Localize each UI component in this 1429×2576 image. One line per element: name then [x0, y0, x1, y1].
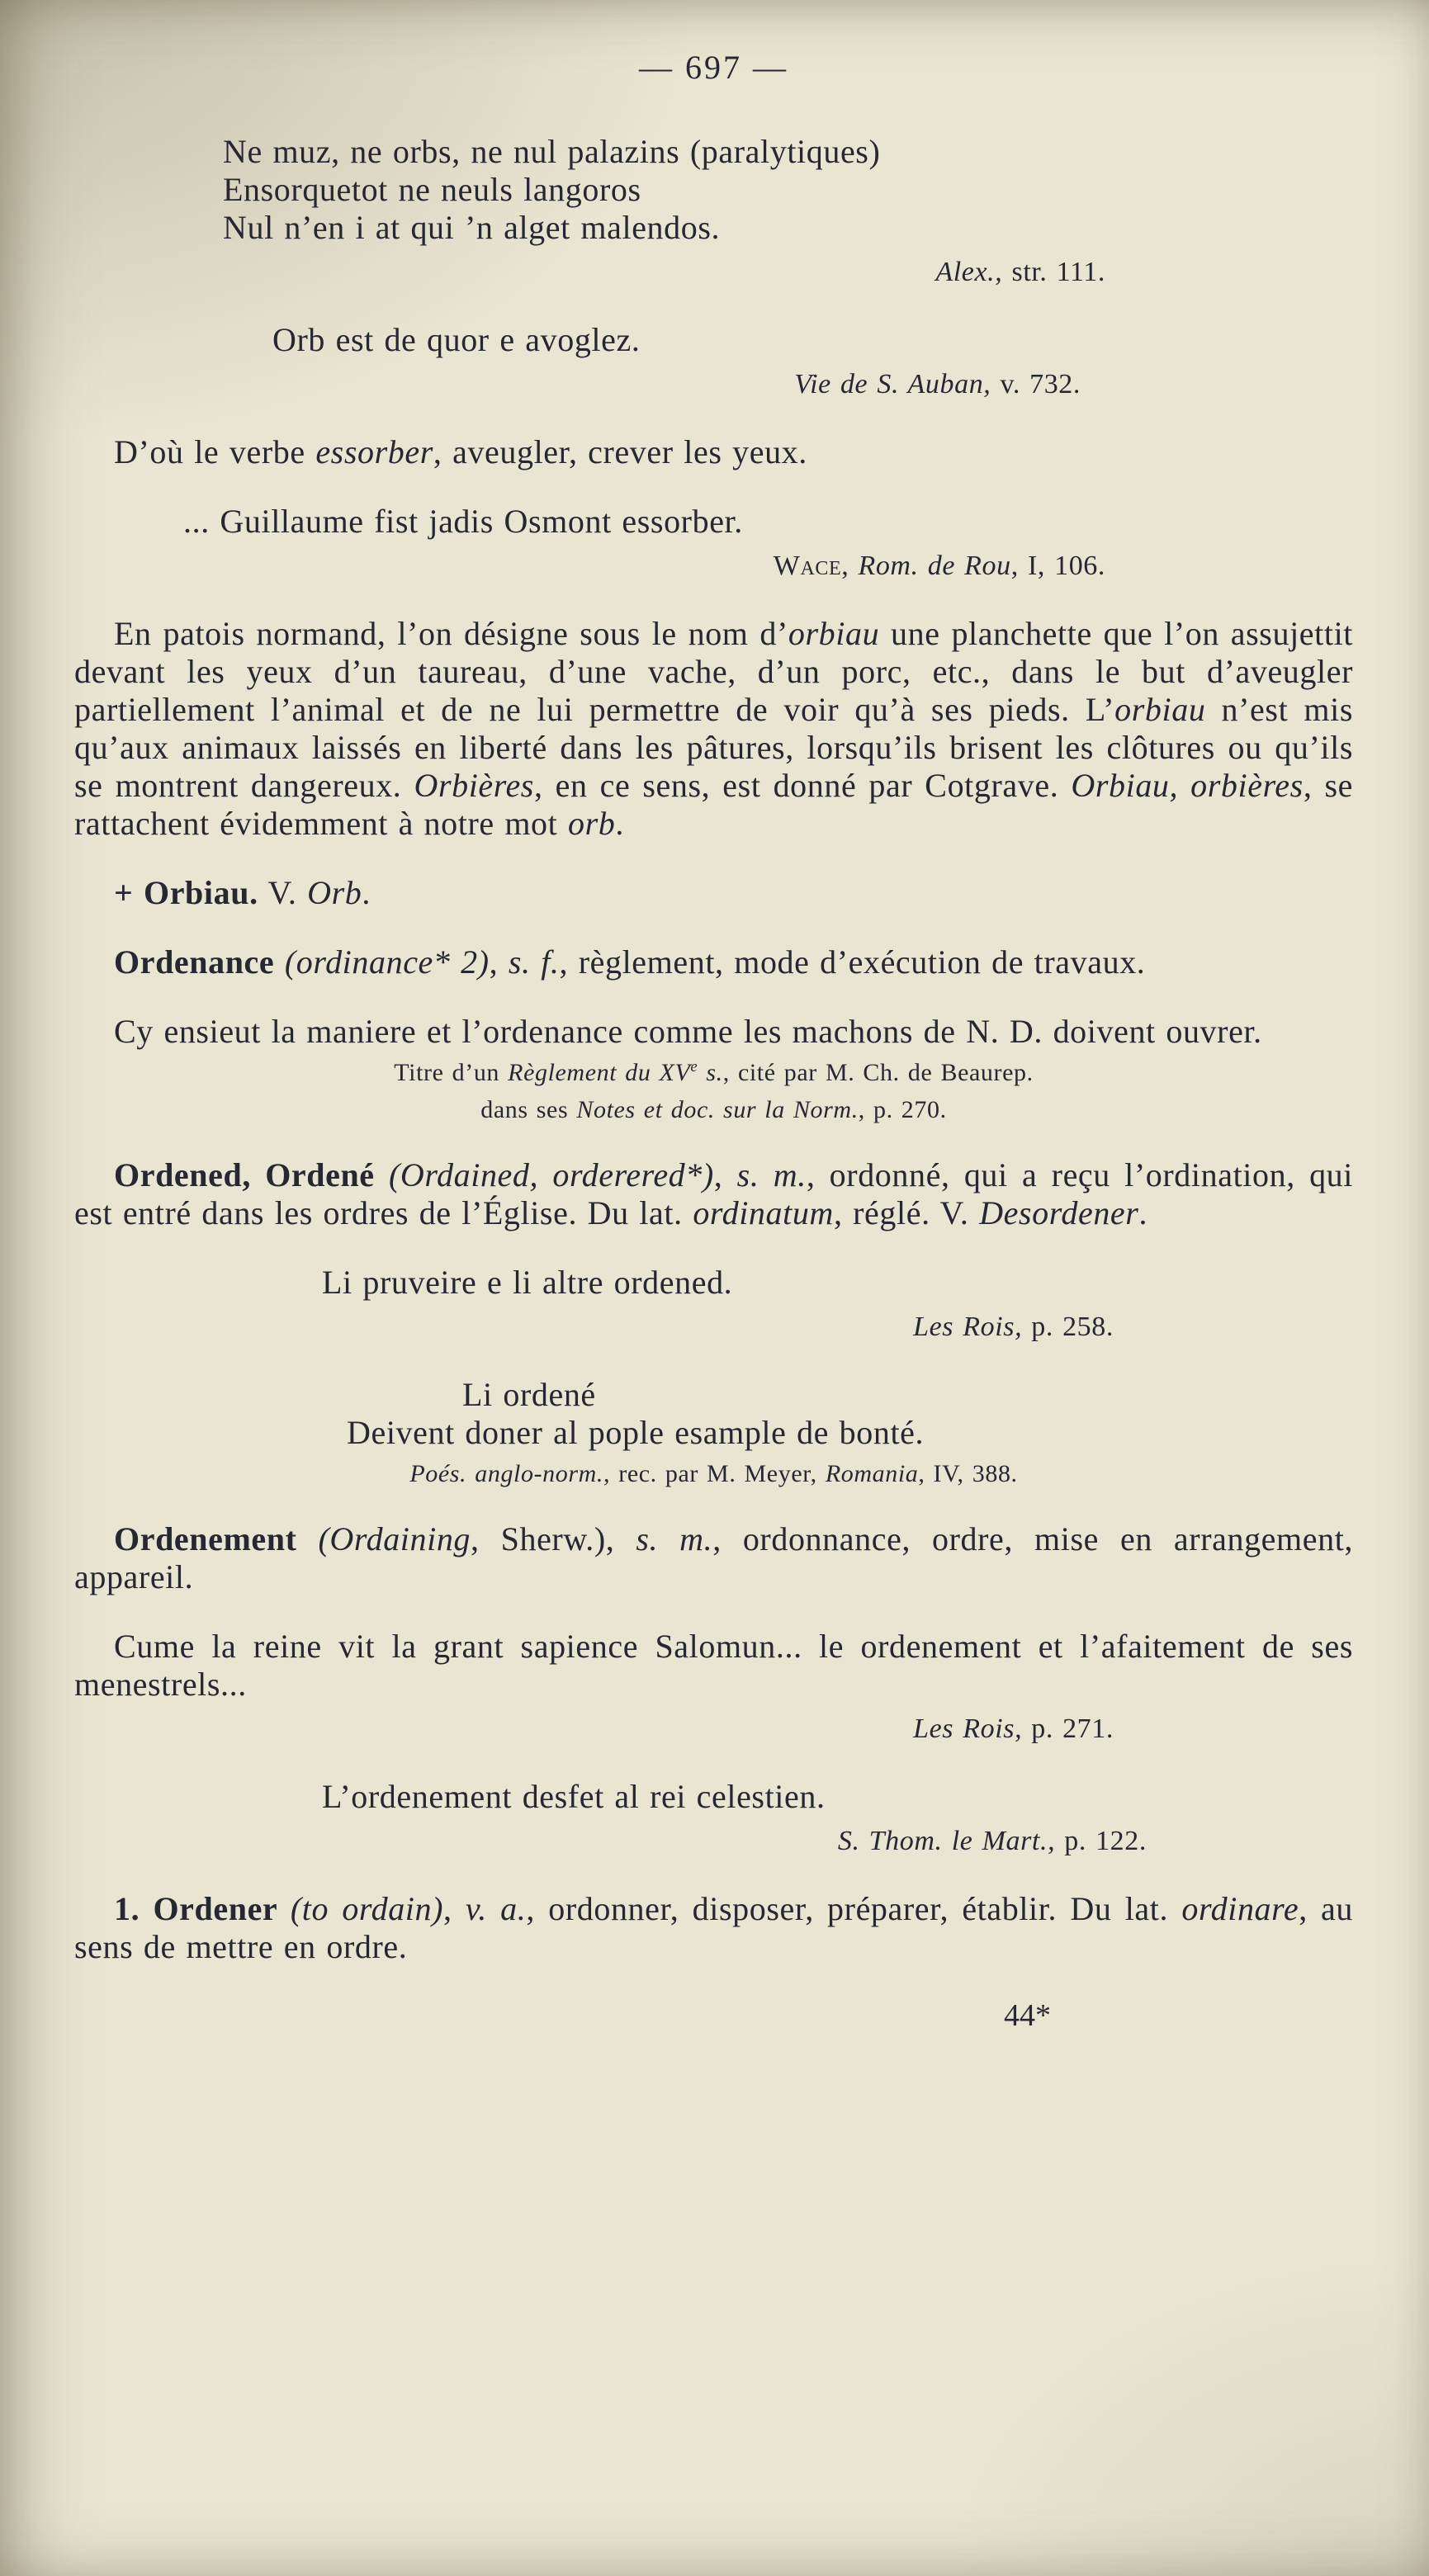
- text-run: ... Guillaume fist jadis Osmont essorber.: [183, 503, 743, 540]
- text-column: [74, 48, 1353, 2034]
- citation: [74, 1310, 1353, 1345]
- text-line: [74, 1013, 1353, 1051]
- entry-ordenement: [74, 1520, 1353, 1596]
- text-run: Cume la reine vit la grant sapience Salomun... le ordenement et l’afaitement de ses menestrels...: [74, 1628, 1353, 1703]
- text-run: p. 258.: [1022, 1312, 1114, 1342]
- text-run: Rom. de Rou: [858, 551, 1011, 581]
- text-run: str. 111.: [1002, 257, 1105, 287]
- text-run: , réglé. V.: [833, 1194, 980, 1231]
- text-run: , au sens de mettre en ordre.: [74, 1890, 1354, 1965]
- text-line: [74, 1890, 1353, 1966]
- text-run: , IV, 388.: [918, 1460, 1018, 1487]
- text-run: rec. par M. Meyer,: [610, 1460, 826, 1487]
- text-run: .: [615, 805, 624, 842]
- text-run: p. 271.: [1022, 1713, 1114, 1744]
- citation: [74, 255, 1353, 290]
- citation: [74, 1824, 1353, 1859]
- text-run: Titre d’un: [394, 1059, 509, 1086]
- text-run: n’est mis qu’aux animaux laissés en liberté dans les pâtures, lorsqu’ils brisent les clôtures ou qu’ils se montrent dangereux.: [74, 691, 1353, 804]
- text-line: [74, 943, 1353, 981]
- text-run: une planchette que l’on assujettit devant les yeux d’un taureau, d’une vache, d’un porc, etc., dans le but d’aveugler partiellement l’animal et de ne lui permettre de voir qu’à ses pieds. L’: [74, 615, 1353, 728]
- text-line: [74, 433, 1353, 471]
- text-run: Orbières: [414, 767, 534, 804]
- text-run: Ordenance: [114, 943, 285, 981]
- text-run: Règlement du XV: [508, 1059, 691, 1086]
- text-run: Ensorquetot ne neuls langoros: [223, 171, 641, 208]
- quote-pruveire: [74, 1264, 1353, 1345]
- text-run: p. 122.: [1055, 1826, 1147, 1856]
- signature-mark: 44*: [1004, 1998, 1051, 2033]
- text-run: Wace: [773, 551, 842, 581]
- text-line: [223, 209, 1353, 247]
- text-line: [74, 1628, 1353, 1704]
- text-run: v. a.: [465, 1890, 527, 1927]
- text-run: L’ordenement desfet al rei celestien.: [322, 1778, 826, 1815]
- text-run: Ordenement: [114, 1520, 319, 1557]
- entry-ordened: [74, 1156, 1353, 1232]
- text-run: (Ordained, orderered*): [388, 1156, 714, 1193]
- text-run: essorber: [315, 433, 433, 470]
- text-run: , Sherw.),: [471, 1520, 636, 1557]
- quote-celestien: [74, 1778, 1353, 1859]
- verse-ordene: [74, 1376, 1353, 1489]
- citation: [74, 549, 1353, 584]
- text-run: ,: [489, 943, 509, 981]
- text-run: ordinare: [1181, 1890, 1299, 1927]
- text-run: V.: [258, 874, 308, 911]
- text-run: , ordonner, disposer, préparer, établir. Du lat.: [526, 1890, 1182, 1927]
- text-run: Orb est de quor e avoglez.: [272, 321, 641, 358]
- text-line: [223, 171, 1353, 209]
- text-line: [114, 874, 1353, 912]
- text-line: [74, 1156, 1353, 1232]
- quote-salomun: [74, 1628, 1353, 1746]
- text-run: 1. Ordener: [114, 1890, 291, 1927]
- text-run: En patois normand, l’on désigne sous le nom d’: [114, 615, 788, 652]
- text-run: , se rattachent évidemment à notre mot: [74, 767, 1353, 842]
- verse-auban: [74, 321, 1353, 402]
- text-run: .: [362, 874, 371, 911]
- quote-wace: [74, 503, 1353, 584]
- text-run: s. m.: [736, 1156, 807, 1193]
- text-run: Romania: [825, 1460, 919, 1487]
- text-run: .: [1138, 1194, 1148, 1231]
- entry-ordenance: [74, 943, 1353, 981]
- text-run: D’où le verbe: [114, 433, 316, 470]
- text-run: , règlement, mode d’exécution de travaux.: [559, 943, 1146, 981]
- text-run: + Orbiau.: [114, 874, 258, 911]
- text-run: s. m.: [636, 1520, 713, 1557]
- text-run: Desordener: [979, 1194, 1139, 1231]
- text-run: Notes et doc. sur la Norm.: [576, 1096, 859, 1123]
- text-run: , ordonnance, ordre, mise en arrangement, appareil.: [74, 1520, 1354, 1595]
- citation: [74, 367, 1353, 402]
- text-run: Cy ensieut la maniere et l’ordenance comme les machons de N. D. doivent ouvrer.: [114, 1013, 1262, 1050]
- text-run: orb: [567, 805, 616, 842]
- text-line: [74, 615, 1353, 843]
- text-line: [462, 1376, 1353, 1414]
- citation: [74, 1712, 1353, 1746]
- text-run: , p. 270.: [858, 1096, 947, 1123]
- text-run: Nul n’en i at qui ’n alget malendos.: [223, 209, 721, 246]
- text-run: , en ce sens, est donné par Cotgrave.: [533, 767, 1072, 804]
- text-run: , I, 106.: [1010, 551, 1105, 581]
- text-run: Orb: [307, 874, 362, 911]
- text-line: [322, 1264, 1353, 1302]
- text-run: Li ordené: [462, 1376, 596, 1413]
- text-line: [347, 1414, 1353, 1452]
- text-run: Deivent doner al pople esample de bonté.: [347, 1414, 925, 1451]
- text-run: ,: [443, 1890, 466, 1927]
- text-run: S. Thom. le Mart.,: [837, 1826, 1056, 1856]
- text-run: Vie de S. Auban,: [794, 369, 991, 399]
- citation: [74, 1057, 1353, 1088]
- text-run: (to ordain): [290, 1890, 444, 1927]
- para-essorber: [74, 433, 1353, 471]
- text-run: s. f.: [508, 943, 560, 981]
- entry-orbiau-cross: [74, 874, 1353, 912]
- text-run: orbiau: [788, 615, 880, 652]
- text-run: ,: [841, 551, 859, 581]
- text-run: (Ordaining: [318, 1520, 471, 1557]
- para-orbiau: [74, 615, 1353, 843]
- text-run: Ne muz, ne orbs, ne nul palazins (paralytiques): [223, 133, 881, 170]
- text-run: Ordened, Ordené: [114, 1156, 389, 1193]
- citation: [74, 1458, 1353, 1489]
- text-run: e: [690, 1058, 698, 1075]
- quote-machons: [74, 1013, 1353, 1125]
- text-run: Les Rois,: [913, 1713, 1023, 1744]
- text-run: orbiau: [1114, 691, 1206, 728]
- text-run: v. 732.: [991, 369, 1081, 399]
- text-line: [74, 1520, 1353, 1596]
- page-number: — 697 —: [639, 49, 788, 86]
- entry-ordener: [74, 1890, 1353, 1966]
- text-run: Poés. anglo-norm.,: [409, 1460, 611, 1487]
- text-run: Les Rois,: [913, 1312, 1023, 1342]
- text-run: , cité par M. Ch. de Beaurep.: [722, 1059, 1034, 1086]
- blocks-host: [74, 133, 1353, 1966]
- text-run: dans ses: [480, 1096, 577, 1123]
- text-line: [183, 503, 1353, 541]
- text-run: ,: [713, 1156, 737, 1193]
- verse-alexis: [74, 133, 1353, 290]
- text-run: s.: [698, 1059, 723, 1086]
- text-run: Orbiau, orbières: [1071, 767, 1304, 804]
- text-run: (ordinance* 2): [284, 943, 490, 981]
- text-run: ordinatum: [693, 1194, 834, 1231]
- text-line: [223, 133, 1353, 171]
- text-run: Alex.,: [935, 257, 1003, 287]
- text-run: , aveugler, crever les yeux.: [433, 433, 807, 470]
- citation: [74, 1094, 1353, 1125]
- text-line: [322, 1778, 1353, 1816]
- text-run: Li pruveire e li altre ordened.: [322, 1264, 733, 1301]
- text-run: , ordonné, qui a reçu l’ordination, qui est entré dans les ordres de l’Église. Du lat.: [74, 1156, 1353, 1231]
- text-line: [272, 321, 1353, 359]
